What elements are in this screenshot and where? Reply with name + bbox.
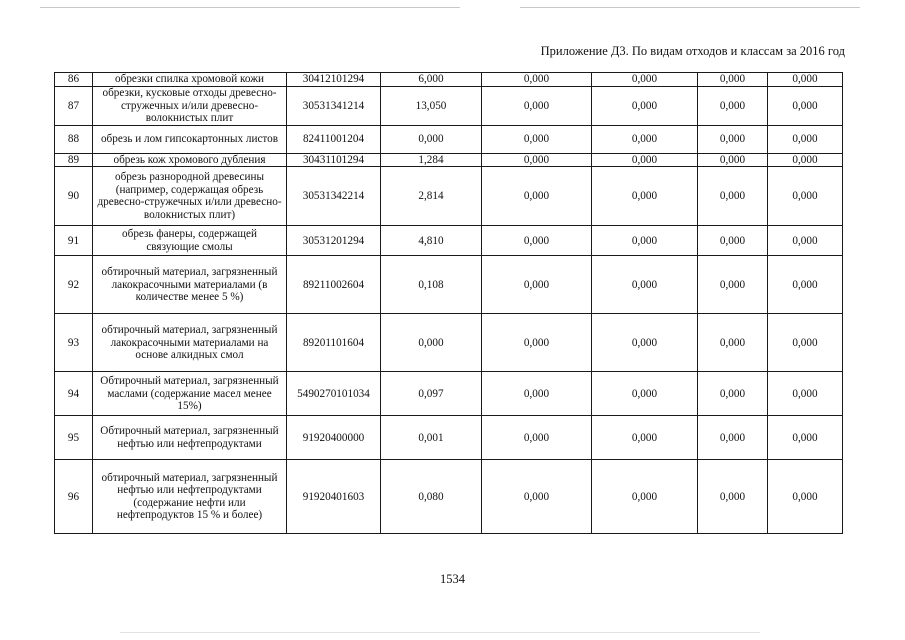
value-col-3: 0,000: [592, 372, 698, 416]
row-number: 88: [55, 125, 93, 153]
value-col-2: 0,000: [482, 87, 592, 126]
waste-name: обтирочный материал, загрязненный лакокрасочными материалами на основе алкидных смол: [93, 314, 287, 372]
waste-name: обрезь и лом гипсокартонных листов: [93, 125, 287, 153]
value-col-5: 0,000: [768, 167, 843, 226]
waste-name: обрезь кож хромового дубления: [93, 153, 287, 167]
value-col-4: 0,000: [698, 460, 768, 534]
table-row: [55, 167, 843, 226]
row-number: 94: [55, 372, 93, 416]
table-body: [55, 73, 843, 534]
value-col-1: 0,108: [381, 256, 482, 314]
page-header: Приложение Д3. По видам отходов и классам за 2016 год: [540, 44, 845, 58]
value-col-3: 0,000: [592, 125, 698, 153]
table-row: [55, 372, 843, 416]
row-number: 92: [55, 256, 93, 314]
value-col-1: 0,097: [381, 372, 482, 416]
scan-artifact-line: [520, 7, 860, 8]
waste-name: Обтирочный материал, загрязненный маслами (содержание масел менее 15%): [93, 372, 287, 416]
value-col-5: 0,000: [768, 314, 843, 372]
row-number: 89: [55, 153, 93, 167]
value-col-4: 0,000: [698, 416, 768, 460]
scan-artifact-line: [120, 632, 760, 633]
table-row: [55, 416, 843, 460]
waste-code: 91920401603: [287, 460, 381, 534]
waste-code: 30531201294: [287, 226, 381, 256]
table-row: [55, 153, 843, 167]
value-col-4: 0,000: [698, 153, 768, 167]
value-col-2: 0,000: [482, 226, 592, 256]
value-col-3: 0,000: [592, 226, 698, 256]
value-col-1: 0,001: [381, 416, 482, 460]
row-number: 95: [55, 416, 93, 460]
value-col-4: 0,000: [698, 314, 768, 372]
value-col-1: 0,080: [381, 460, 482, 534]
waste-name: обтирочный материал, загрязненный нефтью или нефтепродуктами (содержание нефти или нефтепродуктов 15 % и более): [93, 460, 287, 534]
value-col-1: 13,050: [381, 87, 482, 126]
value-col-3: 0,000: [592, 416, 698, 460]
value-col-2: 0,000: [482, 73, 592, 87]
table-row: [55, 125, 843, 153]
value-col-3: 0,000: [592, 460, 698, 534]
value-col-2: 0,000: [482, 125, 592, 153]
value-col-3: 0,000: [592, 153, 698, 167]
value-col-5: 0,000: [768, 416, 843, 460]
value-col-2: 0,000: [482, 416, 592, 460]
value-col-4: 0,000: [698, 167, 768, 226]
waste-code: 89211002604: [287, 256, 381, 314]
table-row: [55, 87, 843, 126]
value-col-1: 0,000: [381, 125, 482, 153]
waste-code: 30412101294: [287, 73, 381, 87]
table-row: [55, 226, 843, 256]
value-col-5: 0,000: [768, 256, 843, 314]
row-number: 93: [55, 314, 93, 372]
value-col-5: 0,000: [768, 460, 843, 534]
row-number: 91: [55, 226, 93, 256]
waste-name: обрезки спилка хромовой кожи: [93, 73, 287, 87]
value-col-2: 0,000: [482, 167, 592, 226]
row-number: 90: [55, 167, 93, 226]
table-row: [55, 73, 843, 87]
value-col-1: 0,000: [381, 314, 482, 372]
waste-name: обрезь фанеры, содержащей связующие смолы: [93, 226, 287, 256]
waste-name: обтирочный материал, загрязненный лакокрасочными материалами (в количестве менее 5 %): [93, 256, 287, 314]
value-col-5: 0,000: [768, 73, 843, 87]
row-number: 86: [55, 73, 93, 87]
value-col-1: 1,284: [381, 153, 482, 167]
value-col-5: 0,000: [768, 125, 843, 153]
value-col-5: 0,000: [768, 153, 843, 167]
value-col-3: 0,000: [592, 87, 698, 126]
value-col-4: 0,000: [698, 125, 768, 153]
value-col-4: 0,000: [698, 372, 768, 416]
value-col-4: 0,000: [698, 256, 768, 314]
value-col-2: 0,000: [482, 460, 592, 534]
value-col-2: 0,000: [482, 372, 592, 416]
value-col-3: 0,000: [592, 167, 698, 226]
value-col-5: 0,000: [768, 372, 843, 416]
waste-name: обрезь разнородной древесины (например, содержащая обрезь древесно-стружечных и/или древесно-волокнистых плит): [93, 167, 287, 226]
value-col-5: 0,000: [768, 87, 843, 126]
value-col-1: 2,814: [381, 167, 482, 226]
value-col-1: 4,810: [381, 226, 482, 256]
scan-artifact-line: [40, 7, 460, 8]
value-col-3: 0,000: [592, 314, 698, 372]
waste-code: 91920400000: [287, 416, 381, 460]
table-row: [55, 256, 843, 314]
value-col-2: 0,000: [482, 153, 592, 167]
waste-name: Обтирочный материал, загрязненный нефтью или нефтепродуктами: [93, 416, 287, 460]
value-col-4: 0,000: [698, 73, 768, 87]
waste-code: 30431101294: [287, 153, 381, 167]
value-col-4: 0,000: [698, 226, 768, 256]
waste-code: 30531342214: [287, 167, 381, 226]
table-row: [55, 314, 843, 372]
value-col-5: 0,000: [768, 226, 843, 256]
page-number: 1534: [440, 572, 465, 586]
waste-table: [54, 72, 843, 534]
waste-code: 30531341214: [287, 87, 381, 126]
table-row: [55, 460, 843, 534]
value-col-2: 0,000: [482, 314, 592, 372]
value-col-1: 6,000: [381, 73, 482, 87]
value-col-4: 0,000: [698, 87, 768, 126]
waste-code: 5490270101034: [287, 372, 381, 416]
row-number: 96: [55, 460, 93, 534]
value-col-3: 0,000: [592, 256, 698, 314]
waste-name: обрезки, кусковые отходы древесно-стружечных и/или древесно-волокнистых плит: [93, 87, 287, 126]
row-number: 87: [55, 87, 93, 126]
value-col-3: 0,000: [592, 73, 698, 87]
waste-code: 82411001204: [287, 125, 381, 153]
value-col-2: 0,000: [482, 256, 592, 314]
waste-code: 89201101604: [287, 314, 381, 372]
